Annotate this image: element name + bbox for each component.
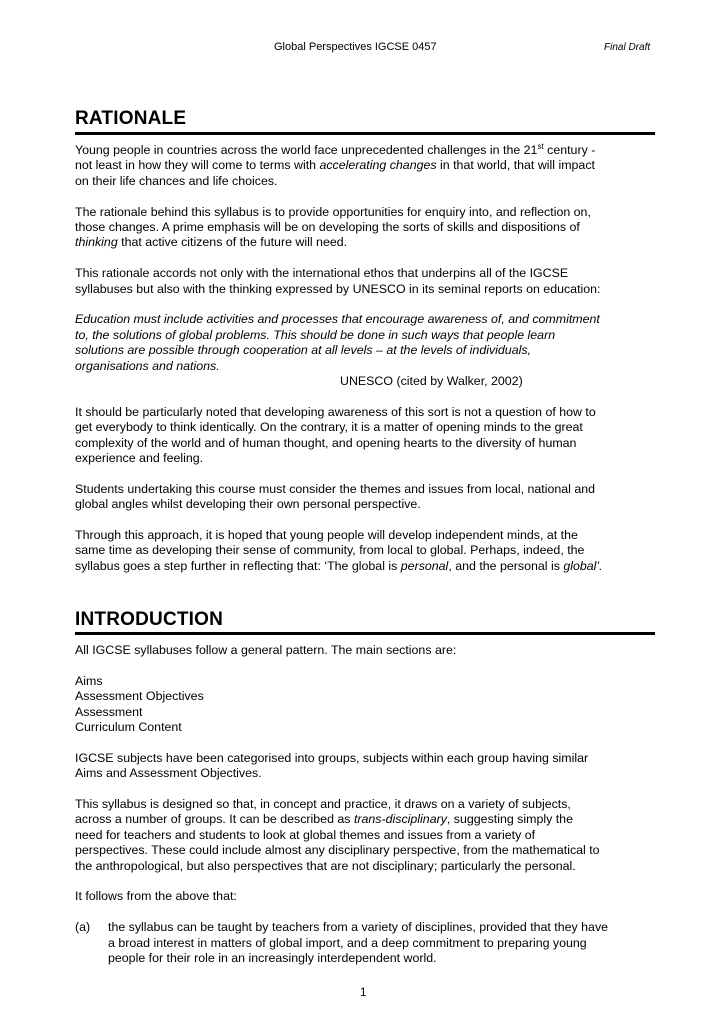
text-line: not least in how they will come to terms with	[75, 158, 320, 173]
text-line: the anthropological, but also perspectives that are not disciplinary; particularly the personal.	[75, 858, 576, 873]
page-number: 1	[360, 987, 367, 999]
text-line: , and the personal is	[448, 558, 564, 573]
list-item: Curriculum Content	[75, 720, 182, 735]
text-line: people for their role in an increasingly interdependent world.	[108, 951, 437, 966]
text-line: Aims and Assessment Objectives.	[75, 766, 262, 781]
text-line: the syllabus can be taught by teachers from a variety of disciplines, provided that they have	[108, 920, 609, 935]
rationale-paragraph-4	[75, 405, 657, 467]
text-line: on their life chances and life choices.	[75, 173, 278, 188]
text-line: same time as developing their sense of community, from local to global. Perhaps, indeed, the	[75, 543, 585, 558]
text-line: The rationale behind this syllabus is to provide opportunities for enquiry into, and reflection on,	[75, 204, 591, 219]
text-line: across a number of groups. It can be described as	[75, 812, 354, 827]
text-line: syllabuses but also with the thinking expressed by UNESCO in its seminal reports on education:	[75, 281, 601, 296]
text-line: a broad interest in matters of global import, and a deep commitment to preparing young	[108, 935, 587, 950]
unesco-quote	[75, 312, 657, 374]
emphasis: trans-disciplinary	[353, 812, 447, 827]
text-line: to, the solutions of global problems. This should be done in such ways that people learn	[75, 327, 556, 342]
text-line: Education must include activities and processes that encourage awareness of, and commitment	[75, 312, 600, 327]
rationale-body	[75, 143, 657, 574]
superscript: st	[537, 142, 544, 151]
rationale-paragraph-5	[75, 482, 657, 513]
introduction-paragraph-1: All IGCSE syllabuses follow a general pattern. The main sections are:	[75, 643, 457, 657]
text-line: global angles whilst developing their own personal perspective.	[75, 497, 421, 512]
text-line: get everybody to think identically. On the contrary, it is a matter of opening minds to the great	[75, 420, 583, 435]
text-line: Students undertaking this course must consider the themes and issues from local, national and	[75, 481, 596, 496]
emphasis: thinking	[75, 235, 118, 250]
rationale-paragraph-6	[75, 528, 657, 574]
text-line: that active citizens of the future will need.	[117, 235, 348, 250]
header-status: Final Draft	[604, 42, 651, 53]
rationale-rule	[75, 132, 655, 135]
text-line: Through this approach, it is hoped that young people will develop independent minds, at the	[75, 528, 578, 543]
quote-citation: UNESCO (cited by Walker, 2002)	[340, 374, 523, 389]
list-item-a	[75, 920, 657, 966]
sections-list	[75, 674, 657, 736]
introduction-paragraph-2	[75, 751, 657, 782]
list-marker: (a)	[75, 920, 91, 935]
header-title: Global Perspectives IGCSE 0457	[274, 41, 437, 53]
introduction-rule	[75, 632, 655, 635]
text-line: century -	[543, 143, 596, 157]
text-line: Young people in countries across the world face unprecedented challenges in the 21	[75, 143, 538, 157]
list-item: Aims	[75, 673, 103, 688]
text-line: organisations and nations.	[75, 358, 220, 373]
text-line: syllabus goes a step further in reflecting that: ‘The global is	[75, 558, 401, 573]
text-line: This rationale accords not only with the international ethos that underpins all of the IGCSE	[75, 266, 569, 281]
text-line: in that world, that will impact	[436, 158, 595, 173]
rationale-paragraph-1	[75, 143, 657, 189]
text-line: complexity of the world and of human thought, and opening hearts to the diversity of human	[75, 435, 577, 450]
text-line: This syllabus is designed so that, in concept and practice, it draws on a variety of subjects,	[75, 797, 571, 812]
introduction-body	[75, 643, 657, 966]
text-line: It should be particularly noted that developing awareness of this sort is not a question of how to	[75, 404, 596, 419]
emphasis: personal	[400, 558, 449, 573]
list-item: Assessment Objectives	[75, 689, 204, 704]
list-item: Assessment	[75, 704, 143, 719]
text-line: experience and feeling.	[75, 451, 204, 466]
text-line: perspectives. These could include almost any disciplinary perspective, from the mathematical to	[75, 843, 600, 858]
introduction-paragraph-4: It follows from the above that:	[75, 889, 237, 904]
introduction-paragraph-3	[75, 797, 657, 874]
rationale-paragraph-2	[75, 205, 657, 251]
rationale-heading: RATIONALE	[75, 108, 187, 129]
text-line: solutions are possible through cooperation at all levels – at the levels of individuals,	[75, 343, 531, 358]
rationale-paragraph-3	[75, 266, 657, 297]
text-line: , suggesting simply the	[446, 812, 573, 827]
text-line: IGCSE subjects have been categorised into groups, subjects within each group having similar	[75, 750, 589, 765]
introduction-heading: INTRODUCTION	[75, 609, 224, 630]
text-line: need for teachers and students to look at global themes and issues from a variety of	[75, 827, 536, 842]
emphasis: accelerating changes	[319, 158, 437, 173]
emphasis: global’.	[563, 558, 603, 573]
text-line: those changes. A prime emphasis will be on developing the sorts of skills and dispositions of	[75, 220, 580, 235]
